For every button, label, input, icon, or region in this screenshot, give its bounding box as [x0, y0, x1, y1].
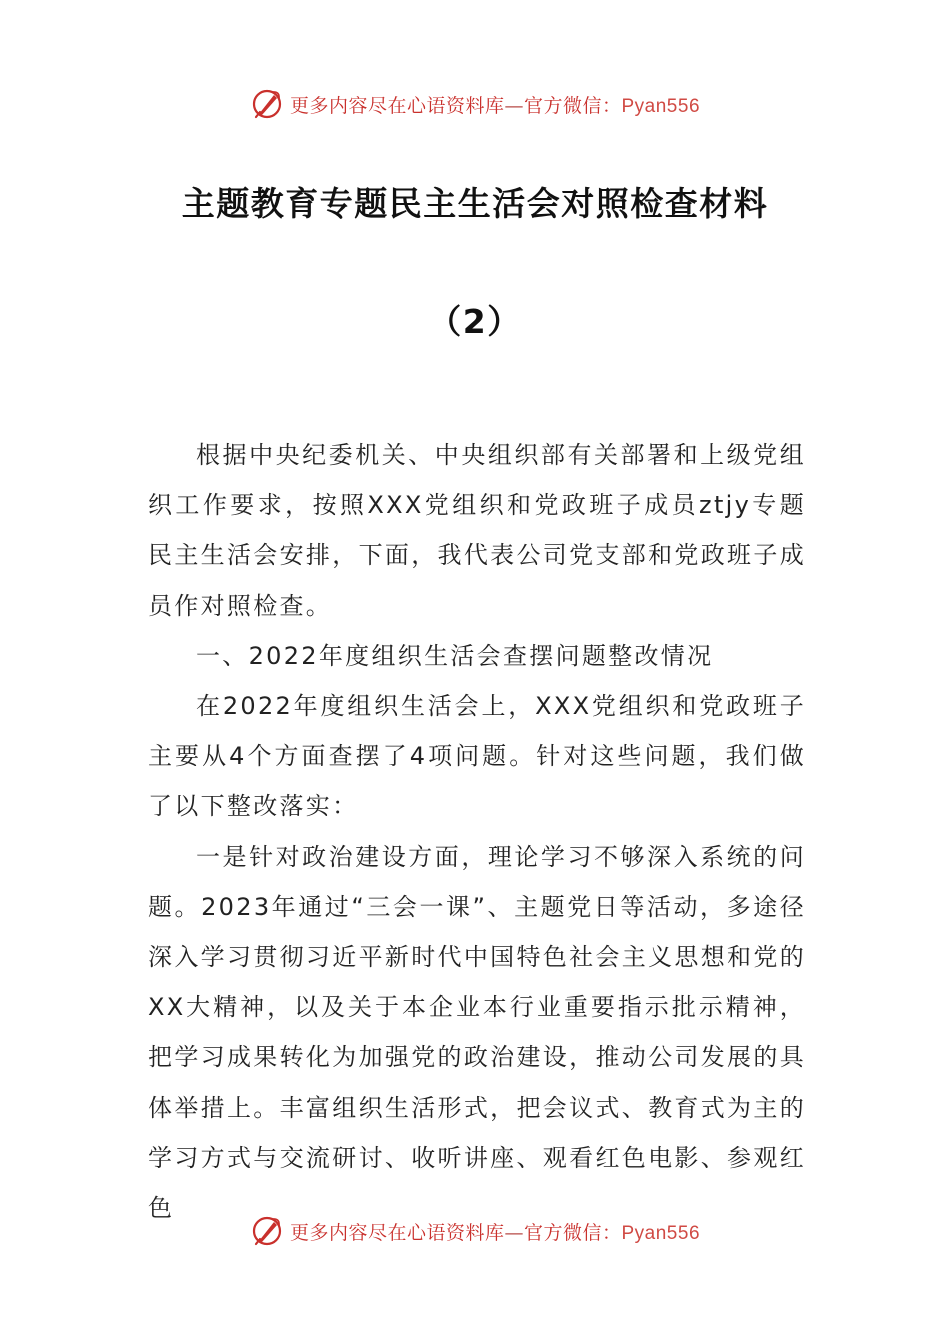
quill-pen-logo-icon: [250, 87, 284, 121]
watermark-wechat-label: 官方微信：: [523, 1221, 622, 1244]
watermark-text: [290, 1218, 700, 1245]
footer-watermark: [0, 1211, 950, 1251]
body-paragraph: 一是针对政治建设方面，理论学习不够深入系统的问题。2023年通过“三会一课”、主题党日等活动，多途径深入学习贯彻习近平新时代中国特色社会主义思想和党的XX大精神，以及关于本企业本行业重要指示批示精神，把学习成果转化为加强党的政治建设，推动公司发展的具体举措上。丰富组织生活形式，把会议式、教育式为主的学习方式与交流研讨、收听讲座、观看红色电影、参观红色: [148, 842, 806, 1223]
body-paragraph: 在2022年度组织生活会上，XXX党组织和党政班子主要从4个方面查摆了4项问题。针对这些问题，我们做了以下整改落实：: [148, 692, 806, 821]
watermark-separator: —: [504, 1221, 524, 1244]
quill-pen-logo-icon: [250, 1214, 284, 1248]
section-heading: 一、2022年度组织生活会查摆问题整改情况: [196, 641, 714, 670]
watermark-brand: 更多内容尽在心语资料库: [289, 94, 505, 117]
body-paragraph: 根据中央纪委机关、中央组织部有关部署和上级党组织工作要求，按照XXX党组织和党政班子成员ztjy专题民主生活会安排，下面，我代表公司党支部和党政班子成员作对照检查。: [148, 441, 806, 620]
header-watermark: [0, 84, 950, 124]
watermark-wechat-id: Pyan556: [621, 1222, 701, 1244]
watermark-separator: —: [504, 94, 524, 117]
document-body: [148, 430, 806, 1233]
document-subtitle: （2）: [428, 302, 522, 341]
document-title: 主题教育专题民主生活会对照检查材料: [181, 184, 769, 223]
watermark-text: [290, 91, 700, 118]
watermark-brand: 更多内容尽在心语资料库: [289, 1221, 505, 1244]
watermark-wechat-label: 官方微信：: [523, 94, 622, 117]
watermark-wechat-id: Pyan556: [621, 95, 701, 117]
